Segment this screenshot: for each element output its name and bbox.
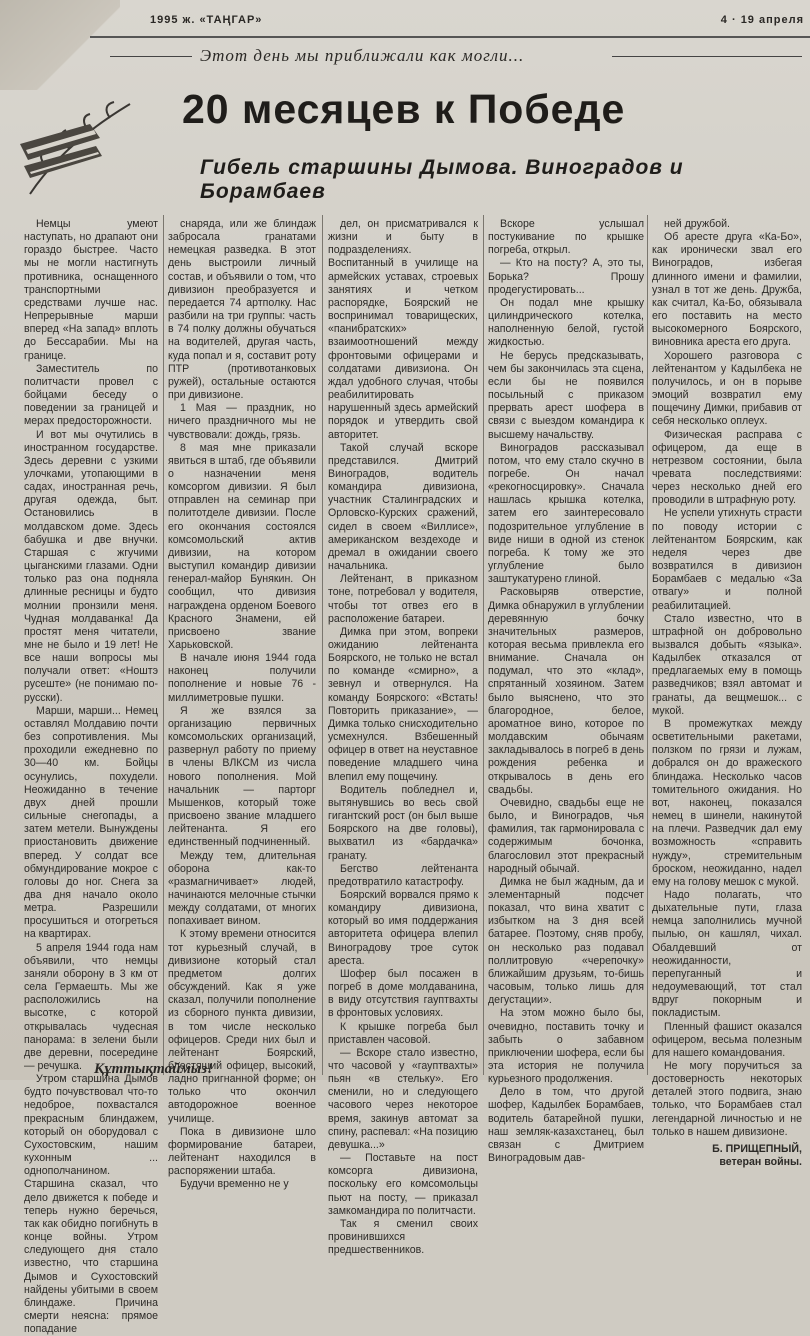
paragraph: Вскоре услышал постукивание по крышке погреба, открыл.: [488, 218, 644, 257]
paragraph: Между тем, длительная оборона как-то «размагничивает» людей, начинаются мелочные стычки между солдатами, от многих попахивает вином.: [168, 849, 316, 928]
paragraph: Пока в дивизионе шло формирование батареи, лейтенант находился в распоряжении штаба.: [168, 1125, 316, 1178]
paragraph: Будучи временно не у: [180, 1178, 289, 1191]
author-signature: Б. ПРИЩЕПНЫЙ,: [712, 1142, 802, 1155]
kicker: Этот день мы приближали как могли...: [200, 46, 525, 65]
kicker-line-right: [612, 56, 802, 57]
paragraph: Водитель побледнел и, вытянувшись во весь свой гигантский рост (он был выше Боярского на две головы), выхватил из «бардачка» гранату.: [328, 783, 478, 862]
column-3: [328, 218, 478, 1257]
column-1: [24, 218, 158, 1336]
footer-banner: Құттықтаймыз!: [94, 1061, 213, 1077]
paragraph: 5 апреля 1944 года нам объявили, что немцы заняли оборону в 3 км от села Гермаешть. Мы же расположились на высотке, с которой открывалась чудесная панорама: в зелени были две деревни, посередине — речушка.: [24, 941, 158, 1072]
paragraph: Я же взялся за организацию первичных комсомольских организаций, развернул работу по приему в члены ВЛКСМ из числа нового пополнения. Мой начальник — парторг Мышенков, который тоже присвоено звание младшего лейтенанта. Я его единственный подчиненный.: [168, 704, 316, 849]
column-5: [652, 218, 802, 1169]
paragraph: Немцы умеют наступать, но драпают они гораздо быстрее. Часто мы не могли настигнуть противника, оснащенного транспортными средствами лучше нас. Непрерывные марши вперед «На запад» вплоть до Бессарабии. Мы на границе.: [24, 218, 158, 362]
article-subtitle: Гибель старшины Дымова. Виноградов и Борамбаев: [200, 156, 684, 203]
author-title: ветеран войны.: [719, 1156, 802, 1169]
paragraph: Не берусь предсказывать, чем бы закончилась эта сцена, если бы не появился посыльный с приказом прервать арест шофера в связи с выездом командира к высшему начальству.: [488, 349, 644, 441]
ribbon-emblem: [10, 84, 160, 204]
paragraph: Он подал мне крышку цилиндрического котелка, наполненную белой, густой жидкостью.: [488, 296, 644, 349]
header-left: 1995 ж. «ТАҢГАР»: [150, 14, 263, 26]
kicker-line-left: [110, 56, 192, 57]
header-rule: [90, 36, 810, 38]
column-divider: [163, 215, 164, 1075]
torn-corner: [0, 0, 120, 90]
paragraph: — Кто на посту? А, это ты, Борька? Прошу продегустировать...: [488, 257, 644, 296]
paragraph: дел, он присматривался к жизни и быту в подразделениях. Воспитанный в училище на армейских уставах, строевых занятиях и четком распорядке, Боярский не воспринимал товарищеских, «панибратских» взаимоотношений между фронтовыми офицерами и солдатами дивизиона. Он ждал удобного случая, чтобы реабилитировать нарушенный здесь армейский порядок и утвердить свой авторитет.: [328, 218, 478, 441]
paragraph: Лейтенант, в приказном тоне, потребовал у водителя, чтобы тот отвез его в расположение батареи.: [328, 573, 478, 625]
page-header: [150, 14, 810, 32]
paragraph: Хорошего разговора с лейтенантом у Кадылбека не получилось, и он в порыве эмоций возвратил ему пощечину Димки, прибавив от себя несколько оплеух.: [652, 349, 802, 428]
paragraph: Утром старшина Дымов будто почувствовал что-то недоброе, похвастался прекрасным блиндажем, который он оборудовал с Сухостовским, нашим кухонным ... однополчанином. Старшина сказал, что дело движется к победе и теперь нужно беречься, так как обидно погибнуть в конце войны. Утром следующего дня стало известно, что старшина Дымов и Сухостовский найдены убитыми в своем блиндаже. Причина смерти неясна: прямое попадание: [24, 1073, 158, 1336]
paragraph: В начале июня 1944 года наконец получили пополнение и новые 76 - миллиметровые пушки.: [168, 652, 316, 704]
paragraph: И вот мы очутились в иностранном государстве. Здесь деревни с узкими улочками, утопающими в садах, иностранная речь, другая одежда, быт. Остановились в молдавском доме. Здесь бабушка и две внучки. Старшая с жгучими цыганскими глазами. Одни только раз она подняла длинные ресницы и будто молнии пронзили меня. Чудная молдаванка! Да простят меня читатели, мне не было и 19 лет! Не все наши вопросы мы получали ответ: «Ноштэ русеште» (не понимаю по-русски).: [24, 428, 158, 704]
column-divider: [322, 215, 323, 1075]
paragraph: Такой случай вскоре представился. Дмитрий Виноградов, водитель командира дивизиона, участник Сталинградских и Орловско-Курских сражений, сидел в своем «Виллисе», американском вездеходе и дремал в ожидании своего начальника.: [328, 441, 478, 573]
paragraph: снаряда, или же блиндаж забросала гранатами немецкая разведка. В этот день выстроили личный состав, и объявили о том, что дивизион преобразуется и передается 74 артполку. Нас разбили на три группы: часть в 74 полку должны обучаться на водителей, другая часть, куда попал и я, составит роту ПТР (противотанковых ружей), остальные остаются при дивизионе.: [168, 218, 316, 402]
paragraph: Дело в том, что другой шофер, Кадылбек Борамбаев, водитель батарейной пушки, наш земляк-казахстанец, был связан с Дмитрием Виноградовым дав-: [488, 1086, 644, 1165]
paragraph: Расковыряв отверстие, Димка обнаружил в углублении деревянную бочку значительных размеров, которая весьма привлекла его внимание. Сначала он подумал, что это «клад», спрятанный хозяином. Затем было выяснено, что это благородное, белое, ароматное вино, которое по молдавским обычаям закладывалось в погреб в день рождения ребенка и открывалось в день его свадьбы.: [488, 586, 644, 796]
paragraph: Физическая расправа с офицером, да еще в нетрезвом состоянии, была чревата последствиями: через несколько дней его проводили в штрафную роту.: [652, 428, 802, 507]
paragraph: Не успели утихнуть страсти по поводу истории с лейтенантом Боярским, как неделя через две возвратился в дивизион Борамбаев с медалью «За отвагу» и полной реабилитацией.: [652, 507, 802, 612]
paragraph: Шофер был посажен в погреб в доме молдаванина, в виду отсутствия гауптвахты в фронтовых условиях.: [328, 967, 478, 1020]
paragraph: Бегство лейтенанта предотвратило катастрофу.: [328, 862, 478, 888]
paragraph: Марши, марши... Немец оставлял Молдавию почти без сопротивления. Мы проходили ежедневно по 30—40 км. Бойцы осунулись, похудели. Неожиданно в течение двух дней прошли сильные снегопады, а затем метели. Вынуждены приостановить движение вперед. У солдат все обмундирование мокрое с головы до ног. Снега за два дня начало около метра. Разрешили просушиться и отогреться на квартирах.: [24, 704, 158, 941]
paragraph: К крышке погреба был приставлен часовой.: [328, 1020, 478, 1046]
paragraph: К этому времени относится тот курьезный случай, в дивизионе который стал предметом долгих обсуждений. Как я уже сказал, получили пополнение из сборного пункта дивизии, в том числе несколько офицеров. Среди них был и лейтенант Боярский, блестящий офицер, высокий, ладно пригнанной форме; он только что окончил автодорожное военное училище.: [168, 928, 316, 1125]
paragraph: 1 Мая — праздник, но ничего праздничного мы не чувствовали: дождь, грязь.: [168, 402, 316, 441]
paragraph: Так я сменил своих провинившихся предшественников.: [328, 1217, 478, 1257]
column-divider: [647, 215, 648, 1075]
paragraph: В промежутках между осветительными ракетами, ползком по грязи и лужам, добрался он до вражеского блиндажа. Несколько часов томительного ожидания. Но вот, наконец, показался немец в шинели, накинутой на плечи. Разведчик дал ему возможность «справить нужду», стремительным броском, неожиданно, надел ему на голову мешок с мукой.: [652, 717, 802, 888]
column-4: [488, 218, 644, 1165]
column-divider: [483, 215, 484, 1075]
paragraph: Димка при этом, вопреки ожиданию лейтенанта Боярского, не только не встал по команде «смирно», а зевнул и отвернулся. На команду Боярского: «Встать! Повторить приказание», — Димка только снисходительно усмехнулся. Взбешенный офицер в ответ на неуставное поведение младшего чина влепил ему пощечину.: [328, 625, 478, 783]
paragraph: — Поставьте на пост комсорга дивизиона, поскольку его комсомольцы пьют на посту, — приказал замкомандира по политчасти.: [328, 1152, 478, 1217]
paragraph: Боярский ворвался прямо к командиру дивизиона, который во имя поддержания авторитета офицера влепил Виноградову трое суток ареста.: [328, 888, 478, 967]
paragraph: Не могу поручиться за достоверность некоторых деталей этого подвига, знаю только, что Борамбаев стал легендарной личностью и не только в нашем дивизионе.: [652, 1060, 802, 1138]
paragraph: Надо полагать, что дыхательные пути, глаза немца заполнились мучной пылью, он кашлял, чихал. Обалдевший от неожиданности, перепуганный и недоумевающий, тот стал вдруг покорным и покладистым.: [652, 888, 802, 1020]
paragraph: Об аресте друга «Ка-Бо», как иронически звал его Виноградов, избегая длинного имени и фамилии, узнал в тот же день. Дружба, как считал, Ка-Бо, обязывала его поставить на место высокомерного Боярского, виновника ареста его друга.: [652, 231, 802, 349]
paragraph: Виноградов рассказывал потом, что ему стало скучно в погребе. Он начал «рекогносцировку». Сначала нашлась крышка котелка, затем его заинтересовало подозрительное углубление в виде ниши в одной из стенок погреба. К тому же это углубление было заштукатурено глиной.: [488, 441, 644, 586]
paragraph: Очевидно, свадьбы еще не было, и Виноградов, чья фамилия, так гармонировала с содержимым бочонка, благословил этот прекрасный народный обычай.: [488, 796, 644, 875]
paragraph: Заместитель по политчасти провел с бойцами беседу о поведении за границей и мерах предосторожности.: [24, 362, 158, 428]
paragraph: Стало известно, что в штрафной он добровольно вызвался добыть «языка». Кадылбек отказался от предлагаемых ему в помощь разведчиков; взял автомат и гранаты, да вещмешок... с мукой.: [652, 612, 802, 717]
paragraph: 8 мая мне приказали явиться в штаб, где объявили о назначении меня комсоргом дивизии. Я был отправлен на семинар при политотделе дивизии. После его окончания состоялся комсомольский актив дивизии, на котором выступил командир дивизии генерал-майор Бунякин. Он сообщил, что дивизия награждена орденом Боевого Красного Знамени, ей присвоено звание Харьковской.: [168, 441, 316, 651]
header-right: 4 · 19 апреля: [720, 14, 804, 26]
paragraph: На этом можно было бы, очевидно, поставить точку и забыть о забавном приключении шофера, если бы эта история не получила курьезного продолжения.: [488, 1007, 644, 1086]
article-title: 20 месяцев к Победе: [182, 86, 626, 132]
column-2: [168, 218, 316, 1191]
paragraph: — Вскоре стало известно, что часовой у «гауптвахты» пьян «в стельку». Его сменили, но и следующего часового через некоторое время, закинув автомат за спину, распевал: «На позицию девушка...»: [328, 1046, 478, 1151]
paragraph: ней дружбой.: [664, 218, 730, 230]
paragraph: Димка не был жадным, да и элементарный подсчет показал, что вина хватит с избытком на 3 дня всей батарее. Поэтому, сняв пробу, он несколько раз подавал поллитровую «черепочку» ближайшим друзьям, то-бишь часовым, только лишь для дегустации».: [488, 875, 644, 1007]
paragraph: Пленный фашист оказался офицером, весьма полезным для нашего командования.: [652, 1020, 802, 1059]
